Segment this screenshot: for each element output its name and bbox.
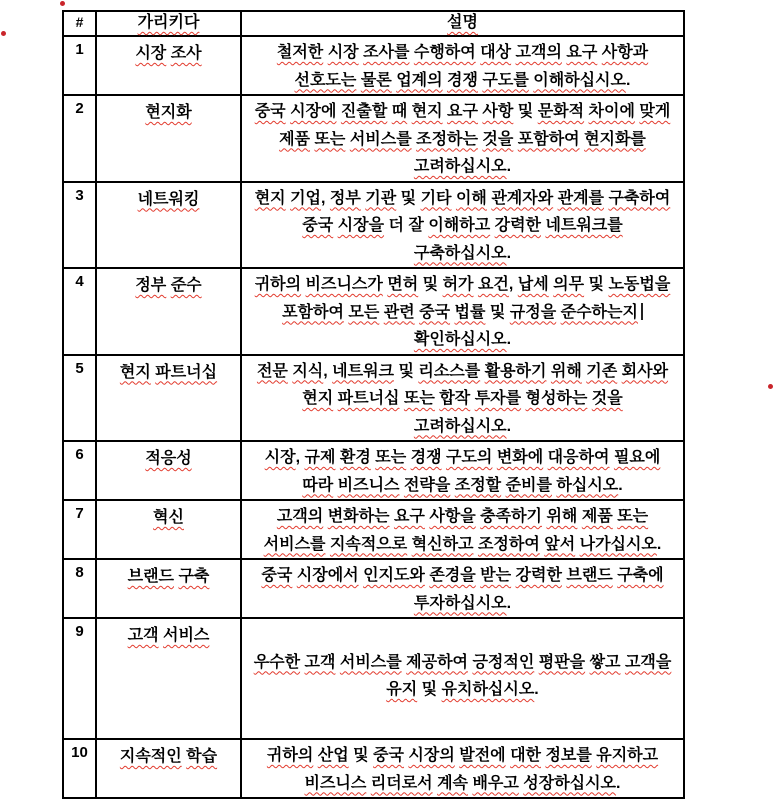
- misspelled-word: 또는: [403, 390, 435, 407]
- row-number-cell: 8: [63, 559, 96, 618]
- description-line: [251, 621, 674, 649]
- description-cell: [241, 355, 684, 442]
- misspelled-word: 위해: [550, 362, 582, 380]
- misspelled-word: 비즈니스: [304, 774, 367, 792]
- misspelled-word: 고려하십시오: [413, 158, 507, 175]
- pointer-cell: [96, 559, 241, 618]
- misspelled-word: 투자를: [474, 390, 522, 407]
- misspelled-word: 평판을: [538, 653, 586, 671]
- misspelled-word: 따라: [302, 476, 334, 494]
- misspelled-word: 이해하십시오: [533, 71, 626, 89]
- table-row: [63, 182, 684, 269]
- misspelled-word: 시장: [327, 44, 359, 61]
- misspelled-word: 또는: [617, 508, 649, 525]
- misspelled-word: 조사를: [363, 44, 410, 61]
- header-number: #: [63, 11, 96, 36]
- row-number-cell: 3: [63, 182, 96, 269]
- misspelled-word: 정부: [329, 189, 361, 207]
- row-number-cell: 5: [63, 355, 96, 442]
- misspelled-word: 비즈니스가: [305, 276, 383, 293]
- misspelled-word: 관계자와: [491, 189, 554, 207]
- misspelled-word: 유치하십시오: [441, 681, 535, 698]
- misspelled-word: 발전에: [459, 747, 506, 764]
- misspelled-word: 시장을: [337, 217, 385, 234]
- row-number-cell: 7: [63, 500, 96, 559]
- misspelled-word: 가리키다: [137, 14, 200, 31]
- misspelled-word: 법률: [454, 303, 486, 321]
- misspelled-word: 제품: [279, 130, 311, 148]
- pointer-cell: [96, 36, 241, 95]
- misspelled-word: 업계의: [396, 71, 443, 89]
- misspelled-word: 중국: [254, 103, 286, 120]
- misspelled-word: 차이에: [588, 103, 635, 120]
- table-row: [63, 618, 684, 739]
- description-line: 포함하여 모든 관련 중국 법률 및 규정을 준수하는지: [251, 299, 674, 327]
- header-pointer: [96, 11, 241, 36]
- description-line: 선호도는 물론 업계의 경쟁 구도를 이해하십시오.: [294, 71, 631, 89]
- description-cell: [241, 559, 684, 618]
- misspelled-word: 사항을: [429, 508, 476, 525]
- misspelled-word: 환경: [339, 449, 371, 466]
- misspelled-word: 중국: [261, 567, 293, 584]
- description-line: 중국 시장에 진출할 때 현지 요구 사항 및 문화적 차이에 맞게: [254, 103, 671, 120]
- misspelled-word: 리소스를: [418, 362, 481, 380]
- misspelled-word: 회사와: [621, 362, 669, 380]
- description-cell: [241, 739, 684, 798]
- misspelled-word: 현지: [411, 103, 443, 120]
- misspelled-word: 유지하고: [596, 747, 659, 764]
- misspelled-word: 서비스: [163, 627, 210, 644]
- misspelled-word: 수행하여: [413, 44, 476, 61]
- description-line: 투자하십시오.: [413, 594, 512, 612]
- misspelled-word: 존경을: [429, 567, 476, 584]
- misspelled-word: 진출할: [340, 103, 388, 120]
- misspelled-word: 시장: [264, 449, 296, 466]
- misspelled-word: 규제: [304, 449, 336, 466]
- misspelled-word: 대상: [480, 44, 512, 61]
- row-number-cell: 9: [63, 618, 96, 739]
- misspelled-word: 구축하여: [608, 189, 671, 207]
- misspelled-word: 구도를: [482, 71, 529, 89]
- misspelled-word: 요구: [566, 44, 598, 61]
- misspelled-word: 서비스를: [263, 535, 326, 553]
- description-line: [251, 126, 674, 154]
- misspelled-word: 대응하여: [547, 449, 610, 466]
- misspelled-word: 파트너십: [337, 390, 400, 407]
- misspelled-word: 사항: [482, 103, 514, 120]
- description-cell: [241, 441, 684, 500]
- misspelled-word: 경쟁: [410, 449, 442, 466]
- misspelled-word: 쌓고: [589, 653, 621, 671]
- table-row: [63, 95, 684, 182]
- misspelled-word: 비즈니스: [337, 476, 400, 494]
- row-number-cell: 2: [63, 95, 96, 182]
- misspelled-word: 제품: [581, 508, 613, 525]
- misspelled-word: 위해: [546, 508, 578, 525]
- misspelled-word: 구도의: [446, 449, 493, 466]
- text-cursor: [641, 303, 643, 320]
- description-line: 비즈니스 리더로서 계속 배우고 성장하십시오.: [304, 774, 621, 792]
- misspelled-word: 조정하여: [477, 535, 540, 553]
- misspelled-word: 것을: [482, 130, 514, 148]
- misspelled-word: 브랜드: [566, 567, 613, 584]
- misspelled-word: 고객을: [624, 653, 672, 671]
- misspelled-word: 전문: [256, 362, 288, 380]
- misspelled-word: 기존: [586, 362, 618, 380]
- pointer-cell: [96, 618, 241, 739]
- table-row: [63, 500, 684, 559]
- misspelled-word: 전략을: [403, 476, 451, 494]
- misspelled-word: 철저한: [276, 44, 324, 61]
- red-dot-marker: [768, 384, 773, 389]
- misspelled-word: 납세: [517, 276, 549, 293]
- misspelled-word: 물론: [360, 71, 392, 89]
- misspelled-word: 네트워크: [332, 362, 394, 380]
- misspelled-word: 혁신하고: [411, 535, 474, 553]
- misspelled-word: 네트워킹: [137, 190, 200, 208]
- misspelled-word: 준수: [170, 277, 202, 294]
- table-row: [63, 36, 684, 95]
- description-line: [251, 39, 674, 67]
- misspelled-word: 우수한: [253, 653, 301, 671]
- description-line: 따라 비즈니스 전략을 조정할 준비를 하십시오.: [302, 476, 623, 494]
- misspelled-word: 현지: [119, 363, 151, 381]
- misspelled-word: 학습: [186, 748, 218, 765]
- pointer-cell: [96, 739, 241, 798]
- misspelled-word: 파트너십: [155, 363, 218, 381]
- misspelled-word: 고객: [127, 627, 159, 644]
- misspelled-word: 지속적으로: [329, 535, 408, 553]
- table-row: [63, 268, 684, 355]
- table-row: [63, 739, 684, 798]
- misspelled-word: 중국: [373, 747, 404, 764]
- misspelled-word: 모든: [348, 303, 380, 321]
- description-line: [251, 503, 674, 531]
- misspelled-word: 구축: [178, 568, 210, 585]
- description-line: 구축하십시오.: [413, 244, 512, 262]
- misspelled-word: 변화하는: [327, 508, 390, 525]
- misspelled-word: 산업: [317, 747, 349, 764]
- misspelled-word: 요구: [393, 508, 425, 525]
- table-row: [63, 559, 684, 618]
- red-dot-marker: [60, 1, 65, 6]
- misspelled-word: 시장의: [408, 747, 455, 764]
- description-line: [251, 649, 674, 677]
- misspelled-word: 요구: [447, 103, 478, 120]
- misspelled-word: 포함하여: [282, 303, 344, 321]
- misspelled-word: 강력한: [494, 217, 541, 234]
- misspelled-word: 현지: [302, 390, 334, 407]
- misspelled-word: 대한: [510, 747, 541, 764]
- misspelled-word: 조정하는: [416, 130, 478, 148]
- misspelled-word: 사항과: [601, 44, 649, 61]
- misspelled-word: 시장에: [290, 103, 337, 120]
- misspelled-word: 노동법을: [608, 276, 671, 293]
- description-line: [251, 562, 674, 590]
- misspelled-word: 고객의: [276, 508, 324, 525]
- misspelled-word: 필요에: [613, 449, 661, 466]
- misspelled-word: 설명: [447, 14, 478, 31]
- misspelled-word: 포함하여: [517, 130, 580, 148]
- misspelled-word: 충족하기: [480, 508, 542, 525]
- description-cell: [241, 500, 684, 559]
- description-cell: [241, 268, 684, 355]
- misspelled-word: 선호도는: [294, 71, 357, 89]
- description-line: 유지 및 유치하십시오.: [386, 681, 539, 698]
- table-row: [63, 441, 684, 500]
- misspelled-word: 지속적인: [119, 748, 182, 765]
- pointer-cell: [96, 268, 241, 355]
- misspelled-word: 합작: [439, 390, 471, 407]
- description-cell: [241, 182, 684, 269]
- misspelled-word: 브랜드: [127, 568, 174, 585]
- misspelled-word: 리더로서: [370, 774, 433, 792]
- description-line: 중국 시장을 더 잘 이해하고 강력한 네트워크를: [302, 217, 623, 234]
- misspelled-word: 성장하십시오: [523, 774, 617, 792]
- description-line: 현지 기업, 정부 기관 및 기타 이해 관계자와 관계를 구축하여: [254, 189, 671, 207]
- misspelled-word: 관계를: [557, 189, 604, 207]
- description-cell: [241, 618, 684, 739]
- pointer-cell: [96, 500, 241, 559]
- red-dot-marker: [1, 31, 6, 36]
- misspelled-word: 규정을: [509, 303, 557, 321]
- misspelled-word: 중국: [419, 303, 451, 321]
- misspelled-word: 네트워크를: [545, 217, 623, 234]
- misspelled-word: 조정할: [454, 476, 502, 494]
- misspelled-word: 준수하는지: [560, 303, 638, 321]
- description-line: 귀하의 산업 및 중국 시장의 발전에 대한 정보를 유지하고: [266, 747, 659, 764]
- misspelled-word: 기타: [420, 189, 452, 207]
- misspelled-word: 현지: [254, 189, 286, 207]
- description-line: 귀하의 비즈니스가 면허 및 허가 요건, 납세 의무 및 노동법을: [254, 276, 671, 293]
- misspelled-word: 시장에서: [296, 567, 359, 584]
- misspelled-word: 긍정적인: [472, 653, 535, 671]
- description-line: 전문 지식, 네트워크 및 리소스를 활용하기 위해 기존 회사와: [256, 362, 669, 380]
- misspelled-word: 이해: [455, 189, 487, 207]
- misspelled-word: 관련: [383, 303, 415, 321]
- misspelled-word: 기업: [290, 189, 322, 207]
- description-line: 고려하십시오.: [413, 158, 512, 175]
- misspelled-word: 요건: [477, 276, 509, 293]
- misspelled-word: 정부: [135, 277, 167, 294]
- misspelled-word: 계속: [437, 774, 468, 792]
- misspelled-word: 귀하의: [254, 276, 302, 293]
- misspelled-word: 조사: [170, 45, 202, 62]
- misspelled-word: 제공하여: [406, 653, 468, 671]
- misspelled-word: 고려하십시오: [413, 417, 507, 435]
- misspelled-word: 확인하십시오: [413, 331, 507, 348]
- misspelled-word: 구축에: [617, 567, 664, 584]
- row-number-cell: 10: [63, 739, 96, 798]
- misspelled-word: 앞서: [544, 535, 576, 553]
- misspelled-word: 형성하는: [525, 390, 588, 407]
- pointer-cell: [96, 441, 241, 500]
- misspelled-word: 유지: [386, 681, 418, 698]
- misspelled-word: 면허: [387, 276, 419, 293]
- misspelled-word: 경쟁: [447, 71, 478, 89]
- misspelled-word: 활용하기: [484, 362, 547, 380]
- description-cell: [241, 95, 684, 182]
- misspelled-word: 의무: [553, 276, 585, 293]
- misspelled-word: 나가십시오: [579, 535, 657, 553]
- table-header-row: [63, 11, 684, 36]
- misspelled-word: 때: [391, 103, 408, 120]
- misspelled-word: 고객의: [515, 44, 562, 61]
- misspelled-word: 중국: [302, 217, 334, 234]
- row-number-cell: 1: [63, 36, 96, 95]
- description-line: 서비스를 지속적으로 혁신하고 조정하여 앞서 나가십시오.: [263, 535, 662, 553]
- misspelled-word: 서비스를: [339, 653, 402, 671]
- misspelled-word: 또는: [314, 130, 346, 148]
- pointer-cell: [96, 355, 241, 442]
- header-description: [241, 11, 684, 36]
- misspelled-word: 변화에: [496, 449, 544, 466]
- misspelled-word: 투자하십시오: [413, 594, 507, 612]
- description-cell: [241, 36, 684, 95]
- misspelled-word: 준비를: [505, 476, 552, 494]
- misspelled-word: 기관: [365, 189, 397, 207]
- misspelled-word: 구축하십시오: [413, 244, 507, 262]
- description-line: 시장, 규제 환경 또는 경쟁 구도의 변화에 대응하여 필요에: [264, 449, 661, 466]
- misspelled-word: 적응성: [145, 450, 192, 467]
- misspelled-word: 인지도와: [363, 567, 425, 584]
- misspelled-word: 현지화: [145, 104, 192, 121]
- misspelled-word: 배우고: [472, 774, 519, 792]
- misspelled-word: 정보를: [545, 747, 592, 764]
- misspelled-word: 허가: [442, 276, 474, 293]
- row-number-cell: 4: [63, 268, 96, 355]
- misspelled-word: 문화적: [537, 103, 585, 120]
- misspelled-word: 이해하고: [428, 217, 491, 234]
- misspelled-word: 지식: [292, 362, 324, 380]
- row-number-cell: 6: [63, 441, 96, 500]
- misspelled-word: 귀하의: [266, 747, 314, 764]
- misspelled-word: 강력한: [515, 567, 562, 584]
- misspelled-word: 서비스를: [349, 130, 412, 148]
- misspelled-word: 고객: [304, 653, 336, 671]
- misspelled-word: 것을: [591, 390, 623, 407]
- misspelled-word: 하십시오: [556, 476, 619, 494]
- misspelled-word: 현지화를: [584, 130, 646, 148]
- misspelled-word: 시장: [135, 45, 167, 62]
- table-row: [63, 355, 684, 442]
- misspelled-word: 맞게: [639, 103, 671, 120]
- misspelled-word: 혁신: [153, 509, 184, 526]
- misspelled-word: 또는: [375, 449, 407, 466]
- pointer-cell: [96, 95, 241, 182]
- description-line: [251, 385, 674, 413]
- pointers-table: [62, 10, 685, 799]
- description-line: 고려하십시오.: [413, 417, 512, 435]
- misspelled-word: 받는: [480, 567, 512, 584]
- pointer-cell: [96, 182, 241, 269]
- description-line: 확인하십시오.: [413, 331, 512, 348]
